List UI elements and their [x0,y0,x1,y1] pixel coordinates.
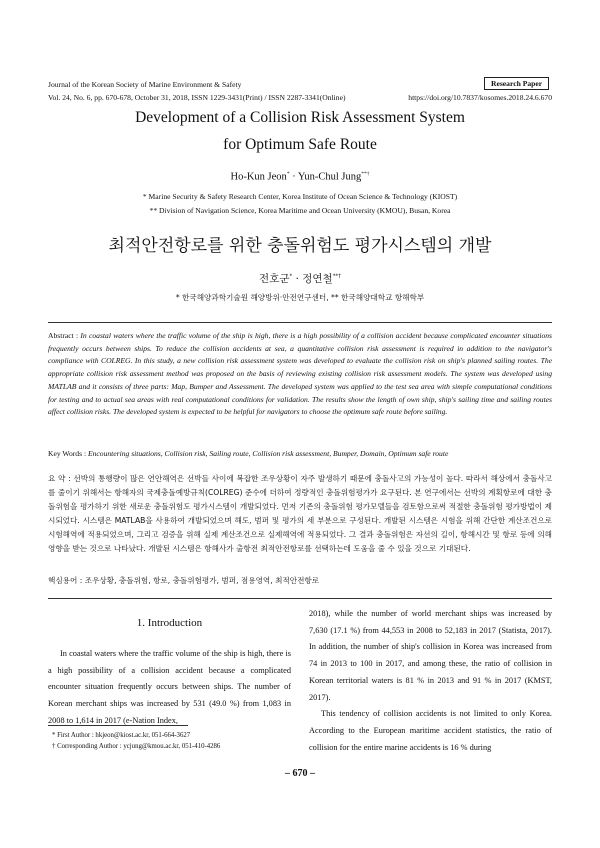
right-paragraph-1: 2018), while the number of world merchant ships was increased by 7,630 (17.1 %) from 44,553 in 2008 to 52,183 in 2017 (Statista, 2017). In addition, the number of ship's collision in Korea was increased from 74 in 2013 to 100 in 2017, and among these, the ratio of collision in Korean territorial waters is 81 % in 2013 and 91 % in 2017 (KMST, 2017). [309,609,552,702]
keywords-label: Key Words : [48,449,88,458]
korean-author-2: 정연철 [302,273,333,285]
affiliation-1: * Marine Security & Safety Research Center, Korea Institute of Ocean Science & Technology (KIOST) [142,192,458,201]
korean-affiliation: * 한국해양과학기술원 해양방위·안전연구센터, ** 한국해양대학교 항해학부 [175,293,425,302]
korean-authors [0,271,600,286]
korean-title: 최적안전항로를 위한 충돌위험도 평가시스템의 개발 [108,236,492,256]
author-2: Yun-Chul Jung [297,171,362,183]
abstract-label: Abstract : [48,331,81,340]
research-paper-badge: Research Paper [484,77,549,90]
footnote-corresponding-author: † Corresponding Author : ycjung@kmou.ac.kr, 051-410-4286 [52,743,221,750]
volume-info: Vol. 24, No. 6, pp. 670-678, October 31, 2018, ISSN 1229-3431(Print) / ISSN 2287-3341(Online) [48,93,346,102]
section-heading: 1. Introduction [136,617,203,629]
journal-name: Journal of the Korean Society of Marine Environment & Safety [48,80,242,89]
paper-title-line1: Development of a Collision Risk Assessment System [135,109,465,126]
paper-title-line2: for Optimum Safe Route [223,136,377,153]
korean-author-2-mark: **† [332,273,341,280]
author-separator: · [289,171,298,183]
footnote-first-author: * First Author : hkjeon@kiost.ac.kr, 051-664-3627 [52,732,191,739]
left-paragraph-1: In coastal waters where the traffic volume of the ship is high, there is a high possibility of a collision accident because a complicated encounter situation frequently occurs between ships. The number of Korean merchant ships was increased by 531 (49.0 %) from 1,083 in 2008 to 1,614 in 2017 (e-Nation Index, [48,649,291,725]
korean-keywords-text: 조우상황, 충돌위험, 항로, 충돌위험평가, 범퍼, 점용영역, 최적안전항로 [84,576,320,585]
body-divider [48,598,552,599]
korean-author-separator: · [292,273,303,285]
abstract-text: In coastal waters where the traffic volume of the ship is high, there is a high possibility of a collision accident because complicated encounter situations frequently occurs between ships. To reduce the collision accidents at sea, a quantitative collision risk assessment is required in addition to the navigator's compliance with COLREG. In this study, a new collision risk assessment system was developed to evaluate the collision risk on ship's planned sailing routes. The appropriate collision risk assessment method was proposed on the basis of reviewing existing collision risk assessment models. The system was developed using MATLAB and it consists of three parts: Map, Bumper and Assessment. The developed system was applied to the test sea area with simple computational conditions for testing and to actual sea areas with real computational conditions for validation. The results show the length of own ship, ship's sailing time and sailing routes affect collision risks. The developed system is expected to be helpful for navigators to choose the optimum safe route before sailing. [48,331,552,417]
korean-abstract-text: 선박의 통행량이 많은 연안해역은 선박들 사이에 복잡한 조우상황이 자주 발생하기 때문에 충돌사고의 가능성이 높다. 따라서 해상에서 충돌사고를 줄이기 위해서는 항해자의 국제충돌예방규칙(COLREG) 준수에 더하여 정량적인 충돌위험평가가 요구된다. 본 연구에서는 선박의 계획항로에 대한 충돌위험을 평가하기 위한 새로운 충돌위험도 평가시스템이 개발되었다. 먼저 기존의 충돌위험 평가모델들을 검토함으로써 적절한 충돌위험 평가방법이 제시되었다. 시스템은 MATLAB을 사용하여 개발되었으며 해도, 범퍼 및 평가의 세 부분으로 구성된다. 개발된 시스템은 시험을 위해 간단한 계산조건으로 시험해역에 적용되었으며, 그리고 검증을 위해 실제 계산조건으로 실제해역에 적용되었다. 그 결과 충돌위험은 자선의 길이, 항해시간 및 항로 등에 의해 영향을 받는 것으로 나타났다. 개발된 시스템은 항해사가 출항전 최적안전항로를 선택하는데 도움을 줄 수 있을 것으로 기대된다. [48,474,552,553]
page-number: – 670 – [285,768,315,779]
author-2-mark: **† [361,171,370,177]
keywords [48,448,552,460]
right-column [309,606,552,756]
abstract [48,330,552,419]
doi-link[interactable]: https://doi.org/10.7837/kosomes.2018.24.6.670 [408,93,552,102]
footnote-divider [48,725,188,726]
left-column [48,646,291,730]
affiliation-2: ** Division of Navigation Science, Korea Maritime and Ocean University (KMOU), Busan, Korea [149,206,451,215]
right-paragraph-2: This tendency of collision accidents is not limited to only Korea. According to the European maritime accident statistics, the ratio of collision for the entire marine accidents is 16 % during [309,709,552,752]
keywords-text: Encountering situations, Collision risk, Sailing route, Collision risk assessment, Bumper, Domain, Optimum safe route [87,449,449,458]
authors [0,171,600,183]
author-1: Ho-Kun Jeon [230,171,287,183]
korean-keywords-label: 핵심용어 : [48,576,85,585]
korean-author-1: 전호군 [259,273,290,285]
korean-abstract [48,472,552,556]
top-divider [48,322,552,323]
korean-keywords [48,575,552,587]
korean-author-1-mark: * [289,273,293,280]
korean-abstract-label: 요 약 : [48,474,74,483]
author-1-mark: * [286,171,290,177]
